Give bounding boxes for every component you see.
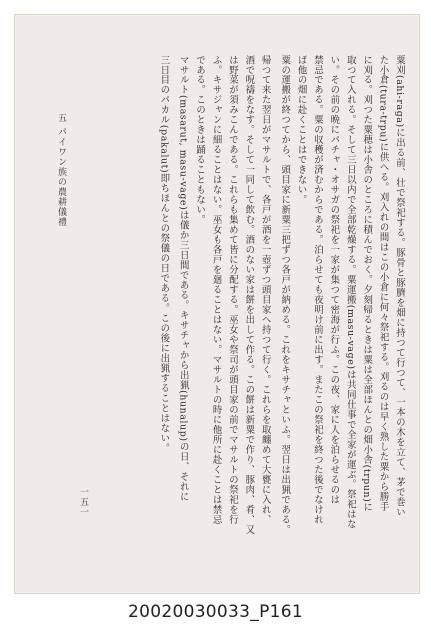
text-line: である。このときは踊ることもない。 xyxy=(194,55,206,225)
text-line: 取つて入れる。そして三日以内で全部乾燥する。粟運搬(masu-vage)は共同仕事で全家が運ぶ。祭祀はな xyxy=(344,55,356,530)
page-number: 一五一 xyxy=(78,487,88,517)
text-line: い。その前の晩にパチャ・オサガの祭祀を一家が集つて密海が行ふ。この夜、家に人を泊らせるのは xyxy=(328,55,340,505)
text-line: ば他の畑に赴くことはできない。 xyxy=(295,55,307,205)
text-line: 粟の運搬が終つてから、頭目家に新粟三把ずつ各戸が納める。これをキサチャといふ。翌日は出猟である。 xyxy=(279,55,291,535)
text-line: 三日目のパカル(pakalut)即ちほんとの祭儀の日である。この後に出猟することはない。 xyxy=(158,55,170,454)
text-line: に刈る。刈つた粟穂は小舎のところに積んでおく。夕刻帰るときは粟は全部ほんとの畑小舎(trpun)に xyxy=(361,55,373,513)
running-header: 五 パイワン族の農耕儀禮 xyxy=(56,113,66,227)
text-line: 禁忌である。粟の収穫が済むからである。泊らせても夜明け前に出す。またこの祭祀を終つた後でなけれ xyxy=(311,55,323,525)
body-text xyxy=(51,55,407,573)
image-caption: 20020030033_P161 xyxy=(128,602,303,622)
text-line: マサルト(masarut, masu-vage)は儀か三日間である。キサチャから出猟(hunalup)の日、それに xyxy=(177,55,189,502)
text-line: 酒で呪禱をなす。そして一同して飲む。酒のない家は餅を出して作る。この餅は新粟で作り、豚肉、肴、又 xyxy=(243,55,255,535)
text-line: は野菜が須みこんである。これらも集めて皆に分配する。巫女や祭司が頭目家の前でマサルトの祭祀を行 xyxy=(226,55,238,525)
text-line: ふ。キサジャンに細ることはない。巫女も各戸を廻ることはない。マサルトの時に他所に赴くことは禁忌 xyxy=(210,55,222,525)
text-line: 帰つて来た翌日がマサルトで、各戸が酒を一壺ずつ頭目家へ持つて行く。これらを取纏めて大甕に入れ、 xyxy=(259,55,271,525)
text-line: た小倉(tura-trpu)に供へる。刈入れの間はこの小倉に何々祭祀する。刈るのは早く熟した粟から勝手 xyxy=(377,55,389,512)
document-page xyxy=(14,14,420,594)
text-line: 粟刈(ahi-raga)に出る前、壮で祭祀する。豚骨と豚臍を畑に持つて行つて、一本の木を立て、茅で巻い xyxy=(394,55,405,518)
